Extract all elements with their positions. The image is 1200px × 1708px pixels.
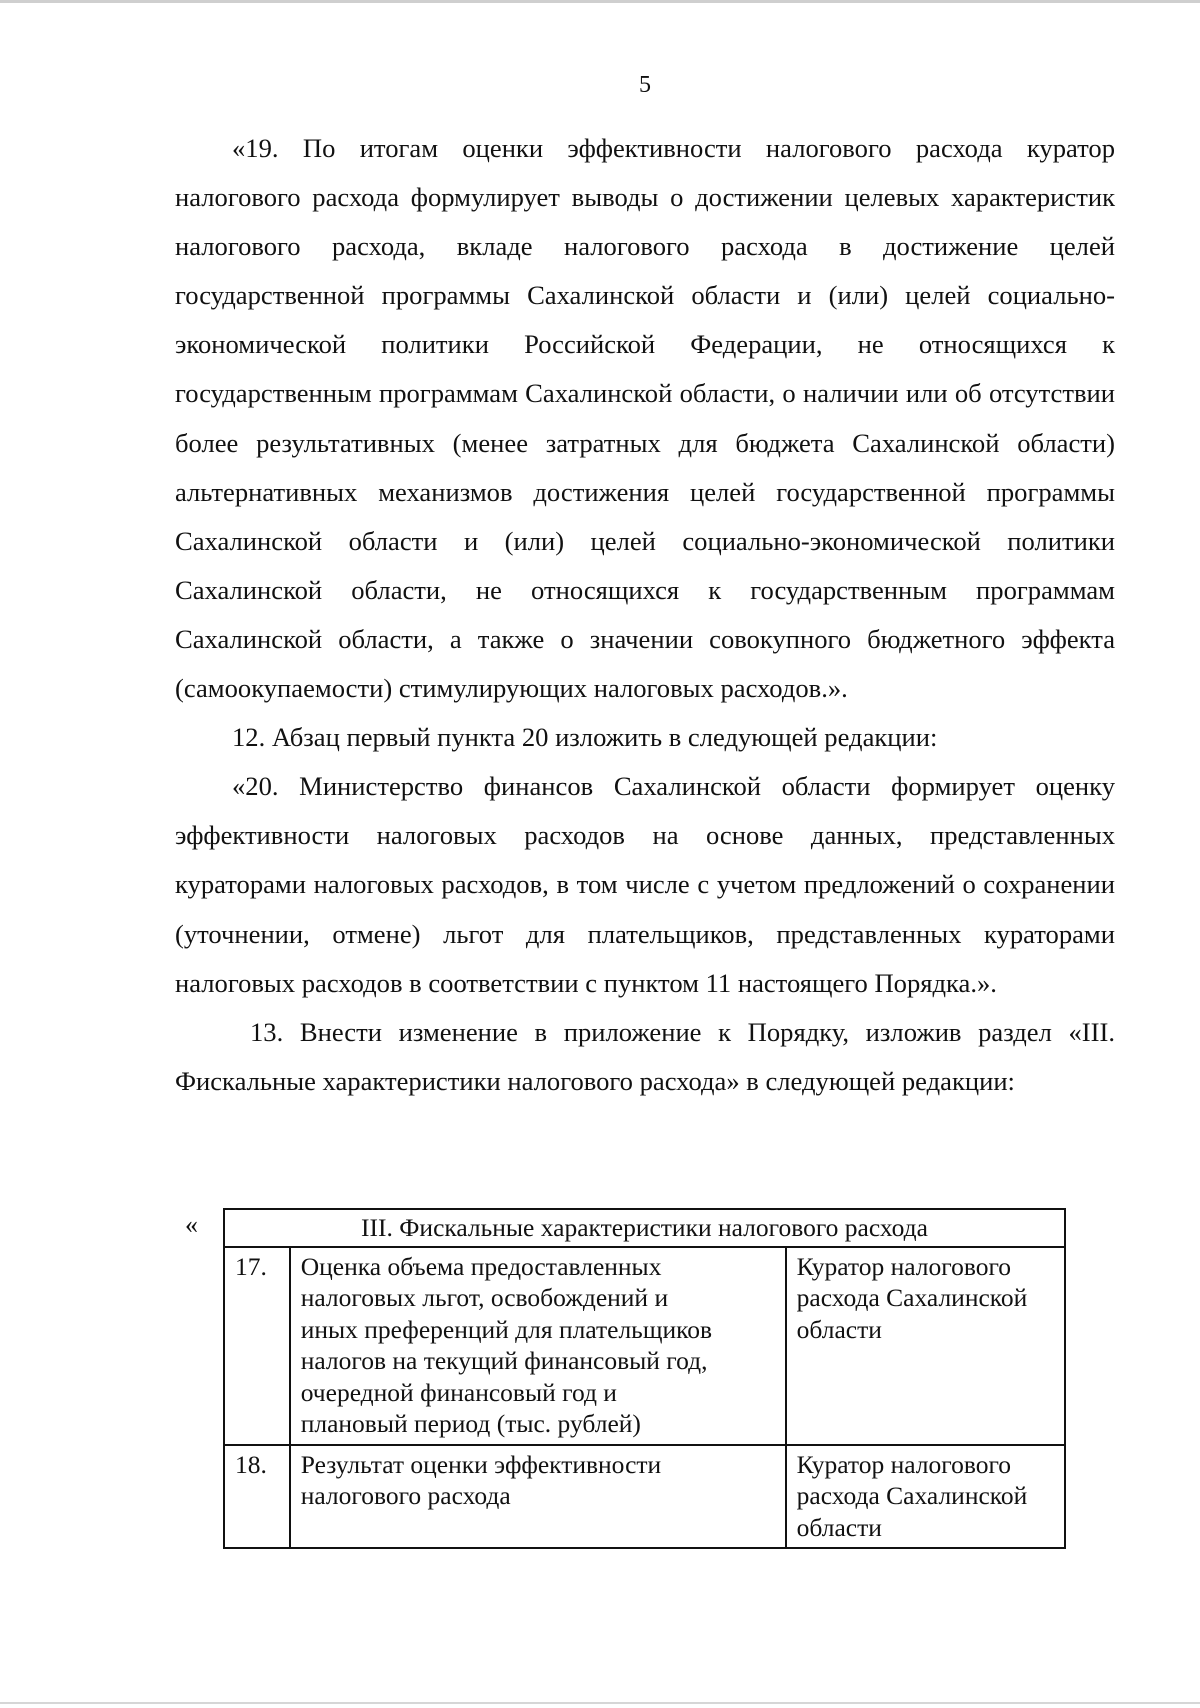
row-empty-cell	[726, 1445, 786, 1549]
paragraph-19: «19. По итогам оценки эффективности налогового расхода куратор налогового расхода формулирует выводы о достижении целевых характеристик налогового расхода, вкладе налогового расхода в достижение целей государственной программы Сахалинской области и (или) целей социально-экономической политики Российской Федерации, не относящихся к государственным программам Сахалинской области, о наличии или об отсутствии более результативных (менее затратных для бюджета Сахалинской области) альтернативных механизмов достижения целей государственной программы Сахалинской области и (или) целей социально-экономической политики Сахалинской области, не относящихся к государственным программам Сахалинской области, а также о значении совокупного бюджетного эффекта (самоокупаемости) стимулирующих налоговых расходов.».	[175, 133, 1115, 704]
paragraph-20: «20. Министерство финансов Сахалинской области формирует оценку эффективности налоговых расходов на основе данных, представленных кураторами налоговых расходов, в том числе с учетом предложений о сохранении (уточнении, отмене) льгот для плательщиков, представленных кураторами налоговых расходов в соответствии с пунктом 11 настоящего Порядка.».	[175, 771, 1115, 998]
page-number: 5	[639, 72, 651, 98]
document-body	[175, 124, 1115, 1106]
row-owner: Куратор налогового расхода Сахалинской области	[786, 1247, 1065, 1445]
table-opening-quote: «	[185, 1210, 198, 1239]
table-row	[224, 1445, 1065, 1549]
row-description: Оценка объема предоставленных налоговых льгот, освобождений и иных преференций для плательщиков налогов на текущий финансовый год, очередной финансовый год и плановый период (тыс. рублей)	[290, 1247, 726, 1445]
row-number: 18.	[224, 1445, 290, 1549]
row-description: Результат оценки эффективности налогового расхода	[290, 1445, 726, 1549]
paragraph-item-12: 12. Абзац первый пункта 20 изложить в следующей редакции:	[232, 722, 938, 753]
scan-edge-top	[0, 0, 1200, 3]
fiscal-characteristics-table	[223, 1208, 1066, 1549]
table-header: III. Фискальные характеристики налогового расхода	[224, 1209, 1065, 1247]
row-number: 17.	[224, 1247, 290, 1445]
scan-edge-bottom	[0, 1702, 1200, 1704]
row-owner: Куратор налогового расхода Сахалинской области	[786, 1445, 1065, 1549]
table-header-row	[224, 1209, 1065, 1247]
row-empty-cell	[726, 1247, 786, 1445]
table-row	[224, 1247, 1065, 1445]
paragraph-item-13: 13. Внести изменение в приложение к Порядку, изложив раздел «III. Фискальные характеристики налогового расхода» в следующей редакции:	[175, 1016, 1115, 1096]
